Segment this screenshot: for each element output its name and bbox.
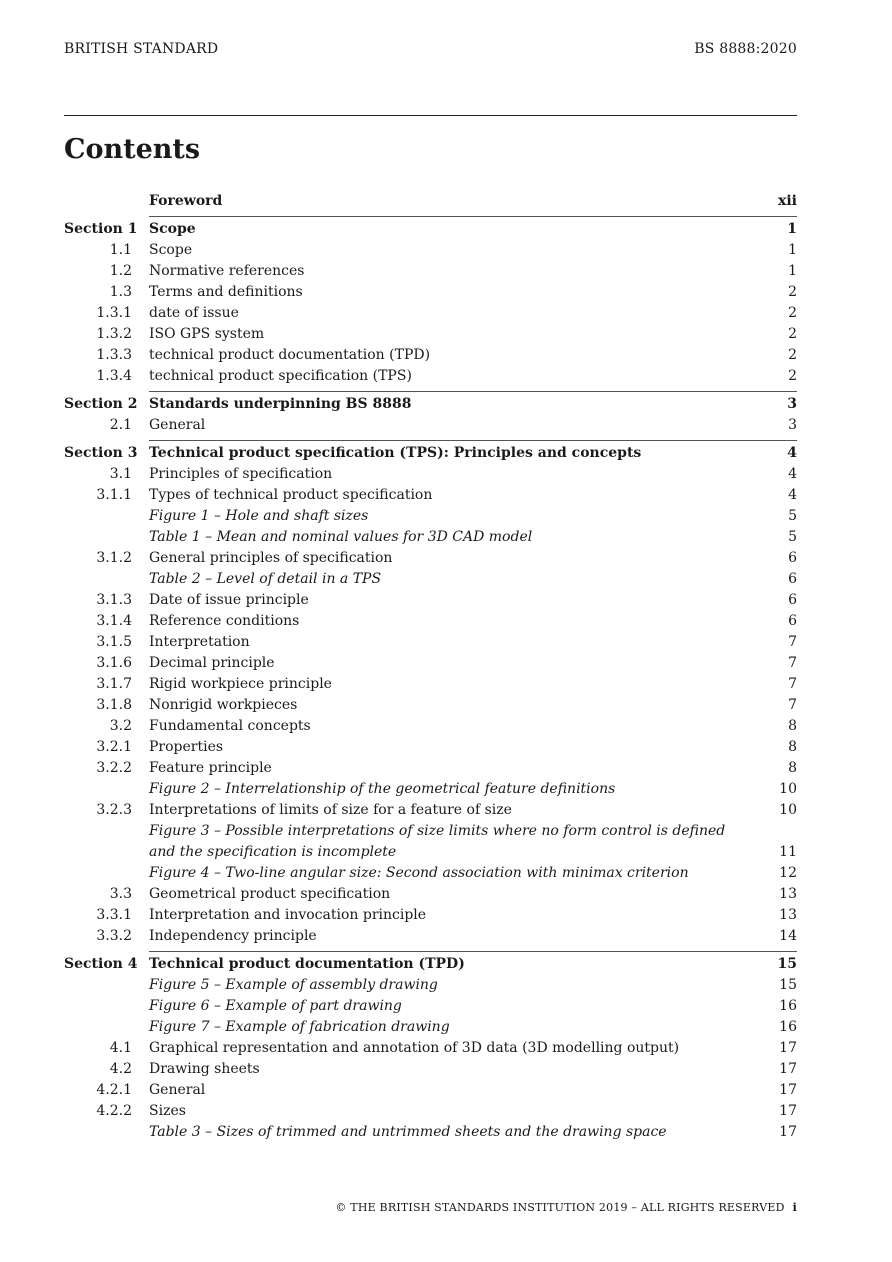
toc-entry[interactable] xyxy=(64,443,797,464)
toc-entry[interactable] xyxy=(64,695,797,716)
toc-entry[interactable] xyxy=(64,821,797,842)
toc-clause-number: 1.3.3 xyxy=(96,347,132,363)
toc-entry-title: Table 3 – Sizes of trimmed and untrimmed sheets and the drawing space xyxy=(149,1124,667,1140)
toc-page-number: 1 xyxy=(788,263,797,279)
toc-page-number: 10 xyxy=(779,802,797,818)
toc-entry-title: Drawing sheets xyxy=(149,1061,260,1077)
toc-entry-title: Fundamental concepts xyxy=(149,718,311,734)
toc-page-number: 5 xyxy=(788,529,797,545)
toc-entry[interactable] xyxy=(64,485,797,506)
toc-entry-title: Sizes xyxy=(149,1103,186,1119)
toc-clause-number: 3.1.5 xyxy=(96,634,132,650)
toc-entry-title: Feature principle xyxy=(149,760,272,776)
toc-page-number: 7 xyxy=(788,697,797,713)
toc-clause-number: 4.2.1 xyxy=(96,1082,132,1098)
page-number: i xyxy=(792,1201,797,1214)
toc-page-number: 1 xyxy=(788,242,797,258)
toc-entry[interactable] xyxy=(64,548,797,569)
page-footer xyxy=(335,1201,797,1214)
toc-entry-title: General xyxy=(149,417,206,433)
toc-clause-number: 3.1.3 xyxy=(96,592,132,608)
toc-entry[interactable] xyxy=(64,1017,797,1038)
toc-entry-title: Technical product documentation (TPD) xyxy=(149,956,465,972)
toc-entry-title: Types of technical product specification xyxy=(149,487,433,503)
toc-page-number: 5 xyxy=(788,508,797,524)
toc-clause-number: 3.1.8 xyxy=(96,697,132,713)
toc-entry[interactable] xyxy=(64,527,797,548)
toc-entry-title: Standards underpinning BS 8888 xyxy=(149,396,412,412)
toc-page-number: 12 xyxy=(779,865,797,881)
toc-page-number: 17 xyxy=(779,1040,797,1056)
header-rule xyxy=(64,115,797,116)
toc-entry[interactable] xyxy=(64,653,797,674)
toc-entry[interactable] xyxy=(64,303,797,324)
toc-page-number: 3 xyxy=(788,417,797,433)
toc-page-number: 6 xyxy=(788,571,797,587)
toc-entry[interactable] xyxy=(64,282,797,303)
toc-clause-number: 1.3 xyxy=(109,284,132,300)
toc-page-number: 13 xyxy=(779,886,797,902)
toc-entry[interactable] xyxy=(64,758,797,779)
toc-page-number: 4 xyxy=(787,445,797,461)
toc-page-number: 6 xyxy=(788,550,797,566)
toc-entry-title: Independency principle xyxy=(149,928,317,944)
toc-entry[interactable] xyxy=(64,632,797,653)
toc-page-number: 2 xyxy=(788,347,797,363)
toc-page-number: 7 xyxy=(788,634,797,650)
toc-page-number: 15 xyxy=(779,977,797,993)
toc-clause-number: 1.3.4 xyxy=(96,368,132,384)
toc-entry-title: and the specification is incomplete xyxy=(149,844,397,860)
toc-entry[interactable] xyxy=(64,779,797,800)
toc-clause-number: 3.2.1 xyxy=(96,739,132,755)
toc-entry[interactable] xyxy=(64,1080,797,1101)
toc-page-number: 17 xyxy=(779,1082,797,1098)
toc-section-label: Section 4 xyxy=(64,956,138,972)
toc-entry-title: Terms and definitions xyxy=(149,284,303,300)
toc-entry[interactable] xyxy=(64,1122,797,1143)
toc-entry-title: Graphical representation and annotation of 3D data (3D modelling output) xyxy=(149,1040,680,1056)
toc-entry-title: Date of issue principle xyxy=(149,592,309,608)
toc-page-number: 15 xyxy=(777,956,797,972)
toc-page-number: 8 xyxy=(788,739,797,755)
toc-section-label: Section 1 xyxy=(64,221,138,237)
toc-entry[interactable] xyxy=(64,590,797,611)
toc-page-number: 6 xyxy=(788,592,797,608)
toc-page-number: 10 xyxy=(779,781,797,797)
toc-clause-number: 1.2 xyxy=(109,263,132,279)
toc-entry[interactable] xyxy=(64,1059,797,1080)
toc-entry[interactable] xyxy=(64,569,797,590)
toc-entry[interactable] xyxy=(64,394,797,415)
toc-entry-title: Figure 7 – Example of fabrication drawing xyxy=(149,1019,450,1035)
toc-entry-title: Figure 5 – Example of assembly drawing xyxy=(149,977,438,993)
toc-entry[interactable] xyxy=(64,674,797,695)
toc-clause-number: 3.1.4 xyxy=(96,613,132,629)
toc-entry[interactable] xyxy=(64,996,797,1017)
toc-entry-title: Figure 3 – Possible interpretations of size limits where no form control is defined xyxy=(149,823,726,839)
toc-entry-title: technical product documentation (TPD) xyxy=(149,347,431,363)
toc-entry-title: Figure 4 – Two-line angular size: Second association with minimax criterion xyxy=(149,865,689,881)
toc-entry-title: ISO GPS system xyxy=(149,326,265,342)
toc-clause-number: 3.1 xyxy=(109,466,132,482)
toc-page-number: 17 xyxy=(779,1103,797,1119)
toc-entry[interactable] xyxy=(64,1101,797,1122)
toc-entry-title: General principles of specification xyxy=(149,550,393,566)
toc-clause-number: 3.1.1 xyxy=(96,487,132,503)
toc-entry[interactable] xyxy=(64,219,797,240)
toc-entry-title: Scope xyxy=(149,221,196,237)
toc-entry-title: Rigid workpiece principle xyxy=(149,676,332,692)
toc-page-number: xii xyxy=(778,193,797,209)
running-header-right: BS 8888:2020 xyxy=(694,41,797,57)
toc-entry-title: Nonrigid workpieces xyxy=(149,697,298,713)
copyright-notice: © THE BRITISH STANDARDS INSTITUTION 2019 – ALL RIGHTS RESERVED xyxy=(335,1201,785,1214)
toc-entry[interactable] xyxy=(64,611,797,632)
toc-entry[interactable] xyxy=(64,506,797,527)
toc-entry[interactable] xyxy=(64,863,797,884)
toc-clause-number: 1.1 xyxy=(109,242,132,258)
toc-entry-title: Normative references xyxy=(149,263,305,279)
toc-entry-title: Foreword xyxy=(149,193,223,209)
toc-entry[interactable] xyxy=(64,905,797,926)
toc-page-number: 16 xyxy=(779,1019,797,1035)
toc-page-number: 8 xyxy=(788,760,797,776)
toc-page-number: 2 xyxy=(788,368,797,384)
toc-clause-number: 3.3.1 xyxy=(96,907,132,923)
toc-page-number: 4 xyxy=(788,466,797,482)
toc-clause-number: 4.2 xyxy=(109,1061,132,1077)
toc-entry[interactable] xyxy=(64,366,797,387)
toc-entry-title: Table 1 – Mean and nominal values for 3D CAD model xyxy=(149,529,533,545)
toc-entry[interactable] xyxy=(64,415,797,436)
toc-entry-title: Figure 1 – Hole and shaft sizes xyxy=(149,508,369,524)
table-of-contents xyxy=(64,188,797,1143)
toc-entry-title: Figure 2 – Interrelationship of the geometrical feature definitions xyxy=(149,781,616,797)
toc-entry[interactable] xyxy=(64,716,797,737)
toc-entry-title: Interpretations of limits of size for a feature of size xyxy=(149,802,512,818)
toc-page-number: 2 xyxy=(788,305,797,321)
toc-entry[interactable] xyxy=(64,324,797,345)
toc-section-label: Section 3 xyxy=(64,445,138,461)
toc-entry-title: Interpretation and invocation principle xyxy=(149,907,427,923)
toc-entry-title: Principles of specification xyxy=(149,466,333,482)
toc-clause-number: 3.2.3 xyxy=(96,802,132,818)
toc-page-number: 4 xyxy=(788,487,797,503)
toc-entry[interactable] xyxy=(64,261,797,282)
toc-entry[interactable] xyxy=(64,240,797,261)
toc-entry[interactable] xyxy=(64,345,797,366)
toc-page-number: 8 xyxy=(788,718,797,734)
toc-entry[interactable] xyxy=(64,800,797,821)
toc-page-number: 14 xyxy=(779,928,797,944)
toc-entry[interactable] xyxy=(64,884,797,905)
page-title: Contents xyxy=(64,134,201,165)
toc-clause-number: 1.3.1 xyxy=(96,305,132,321)
toc-clause-number: 4.2.2 xyxy=(96,1103,132,1119)
toc-entry-title: Interpretation xyxy=(149,634,250,650)
toc-page-number: 7 xyxy=(788,655,797,671)
toc-clause-number: 3.3 xyxy=(109,886,132,902)
toc-clause-number: 3.2 xyxy=(109,718,132,734)
toc-entry-title: Reference conditions xyxy=(149,613,300,629)
toc-clause-number: 3.1.7 xyxy=(96,676,132,692)
toc-entry[interactable] xyxy=(64,191,797,212)
toc-entry-title: Properties xyxy=(149,739,224,755)
toc-clause-number: 3.1.6 xyxy=(96,655,132,671)
toc-clause-number: 2.1 xyxy=(109,417,132,433)
toc-page-number: 1 xyxy=(787,221,797,237)
toc-page-number: 17 xyxy=(779,1124,797,1140)
toc-entry-title: Technical product specification (TPS): Principles and concepts xyxy=(149,445,642,461)
toc-entry-title: Scope xyxy=(149,242,193,258)
toc-entry-title: Table 2 – Level of detail in a TPS xyxy=(149,571,382,587)
running-header-left: BRITISH STANDARD xyxy=(64,41,219,57)
toc-entry-title: General xyxy=(149,1082,206,1098)
toc-entry-title: Geometrical product specification xyxy=(149,886,391,902)
toc-entry[interactable] xyxy=(64,954,797,975)
toc-page-number: 16 xyxy=(779,998,797,1014)
toc-entry[interactable] xyxy=(64,975,797,996)
toc-entry-title: date of issue xyxy=(149,305,239,321)
toc-entry[interactable] xyxy=(64,926,797,947)
toc-page-number: 7 xyxy=(788,676,797,692)
toc-page-number: 17 xyxy=(779,1061,797,1077)
toc-clause-number: 3.2.2 xyxy=(96,760,132,776)
toc-entry[interactable] xyxy=(64,464,797,485)
toc-clause-number: 4.1 xyxy=(109,1040,132,1056)
toc-section-label: Section 2 xyxy=(64,396,138,412)
toc-entry-title: technical product specification (TPS) xyxy=(149,368,412,384)
toc-entry[interactable] xyxy=(64,737,797,758)
toc-entry[interactable] xyxy=(64,1038,797,1059)
toc-page-number: 2 xyxy=(788,284,797,300)
toc-page-number: 6 xyxy=(788,613,797,629)
toc-entry-title: Figure 6 – Example of part drawing xyxy=(149,998,402,1014)
toc-clause-number: 3.1.2 xyxy=(96,550,132,566)
toc-clause-number: 1.3.2 xyxy=(96,326,132,342)
toc-clause-number: 3.3.2 xyxy=(96,928,132,944)
toc-entry-title: Decimal principle xyxy=(149,655,275,671)
toc-page-number: 11 xyxy=(779,844,797,860)
toc-page-number: 3 xyxy=(787,396,797,412)
toc-entry[interactable] xyxy=(64,842,797,863)
toc-page-number: 13 xyxy=(779,907,797,923)
toc-page-number: 2 xyxy=(788,326,797,342)
